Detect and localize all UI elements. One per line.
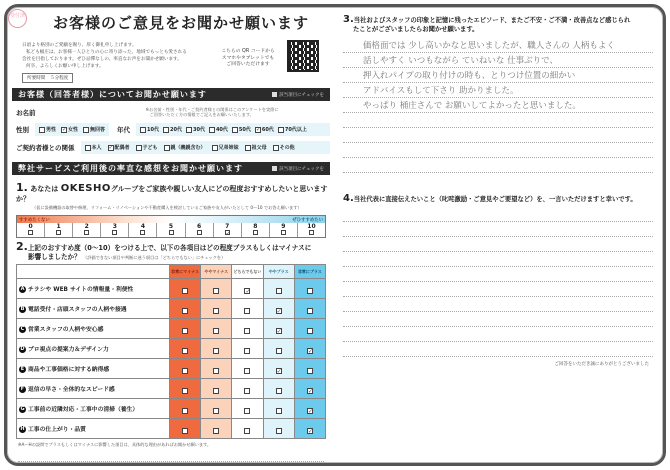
answer-line[interactable] — [18, 462, 324, 470]
rating-checkbox[interactable] — [307, 388, 313, 394]
question-3-title: 3.当社およびスタッフの印象と記憶に残ったエピソード、またご不安・ご不満・改善点など感じられ たことがございましたらお聞かせ願います。 — [343, 14, 631, 33]
relation-option[interactable]: 本人 — [85, 144, 102, 151]
gender-option[interactable]: 無回答 — [83, 126, 105, 133]
rating-checkbox[interactable] — [182, 428, 188, 434]
intro-block — [12, 42, 330, 84]
rating-checkbox[interactable] — [276, 408, 282, 414]
column-header: 非常にプラス — [294, 265, 325, 279]
relation-option[interactable]: 祖父母 — [245, 144, 267, 151]
relation-option[interactable]: その他 — [273, 144, 295, 151]
answer-line[interactable] — [343, 327, 653, 342]
rating-checkbox[interactable] — [307, 308, 313, 314]
checkbox[interactable] — [61, 127, 67, 133]
answer-line[interactable] — [343, 252, 653, 267]
rating-checkbox[interactable] — [244, 388, 250, 394]
qr-caption: こちらの QR コードから スマホやタブレットでも ご回答いただけます — [221, 49, 275, 67]
checkbox[interactable] — [253, 230, 258, 235]
rating-checkbox[interactable] — [182, 368, 188, 374]
rating-checkbox[interactable] — [307, 288, 313, 294]
relation-row: ご契約者様との関係 本人 ✓ 配偶者 子ども 親（義親含む） 兄弟姉妹 祖父母 その他 — [12, 141, 330, 154]
letter-badge-icon: F — [20, 386, 25, 392]
checkbox[interactable] — [225, 230, 230, 235]
check-icon — [272, 92, 277, 97]
checkbox[interactable] — [273, 145, 279, 151]
answer-line[interactable] — [343, 158, 653, 173]
checkbox[interactable] — [255, 127, 261, 133]
rating-checkbox[interactable] — [213, 428, 219, 434]
qr-code[interactable] — [287, 40, 319, 72]
gender-age-row: 性別 男性 ✓ 女性 無回答 年代 10代 20代 30代 40代 50代 ✓ 60代 70代以上 — [12, 123, 330, 136]
checkbox[interactable] — [140, 127, 146, 133]
scale-option-9[interactable]: 9 — [269, 223, 297, 237]
age-option[interactable]: 30代 — [186, 126, 205, 133]
checkbox[interactable] — [136, 145, 142, 151]
age-option[interactable]: 20代 — [163, 126, 182, 133]
rating-row: A チラシや WEB サイトの情報量・利便性 ✓ — [17, 279, 326, 299]
checkbox[interactable] — [56, 230, 61, 235]
age-options — [136, 123, 330, 136]
checkbox[interactable] — [163, 127, 169, 133]
rating-checkbox[interactable] — [307, 348, 313, 354]
gender-option[interactable]: ✓ 女性 — [61, 126, 78, 133]
answer-line[interactable]: アドバイスもして下さり 助かりました。 — [343, 83, 653, 98]
answer-line[interactable]: 押入れパイプの取り付けの時も、とりつけ位置の細かい — [343, 68, 653, 83]
column-header: 非常にマイナス — [169, 265, 200, 279]
answer-line[interactable] — [343, 297, 653, 312]
rating-checkbox[interactable] — [213, 288, 219, 294]
checkbox[interactable] — [84, 230, 89, 235]
rating-checkbox[interactable] — [276, 388, 282, 394]
rating-checkbox[interactable] — [182, 288, 188, 294]
age-option[interactable]: 50代 — [232, 126, 251, 133]
checkbox[interactable] — [169, 230, 174, 235]
checkbox[interactable] — [186, 127, 192, 133]
rating-checkbox[interactable] — [213, 308, 219, 314]
rating-row: G 工事前の近隣対応・工事中の清掃（養生） ✓ — [17, 399, 326, 419]
rating-checkbox[interactable] — [213, 348, 219, 354]
age-option[interactable]: 10代 — [140, 126, 159, 133]
relation-option[interactable]: 親（義親含む） — [164, 144, 206, 151]
relation-option[interactable]: ✓ 配偶者 — [108, 144, 130, 151]
relation-option[interactable]: 子ども — [136, 144, 158, 151]
rating-checkbox[interactable] — [182, 348, 188, 354]
answer-line[interactable] — [343, 237, 653, 252]
checkbox[interactable] — [83, 127, 89, 133]
column-header: ややプラス — [263, 265, 294, 279]
rating-checkbox[interactable] — [213, 328, 219, 334]
question-2-footnote: ※A〜Hの設問でプラスもしくはマイナスに影響した項目は、具体的な理由があればお聞かせ願います。 — [18, 442, 212, 447]
rating-checkbox[interactable] — [244, 288, 250, 294]
age-option[interactable]: ✓ 60代 — [255, 126, 274, 133]
scale-option-3[interactable]: 3 — [100, 223, 128, 237]
scale-option-6[interactable]: 6 — [185, 223, 213, 237]
answer-line[interactable] — [343, 222, 653, 237]
rating-checkbox[interactable] — [182, 408, 188, 414]
rating-row: B 電話受付・店頭スタッフの人柄や接遇 ✓ — [17, 299, 326, 319]
letter-badge-icon: H — [20, 426, 25, 432]
thanks-message: ご回答をいただき誠にありがとうございました — [554, 361, 649, 367]
rating-checkbox[interactable] — [276, 328, 282, 334]
question-2-title: 2.上記のおすすめ度（0〜10）をつける上で、以下の各項目はどの程度プラスもしくはマイナスに 影響しましたか？ （評価できない項目や判断に迷う項目は「どちらでもない」にチェックを） — [16, 240, 312, 261]
received-stamp: 受付済 — [8, 9, 27, 28]
scale-option-5[interactable]: 5 — [156, 223, 184, 237]
letter-badge-icon: G — [20, 406, 25, 412]
rating-row: H 工事の仕上がり・品質 ✓ — [17, 419, 326, 439]
rating-checkbox[interactable] — [276, 288, 282, 294]
question-1-title: 1. あなたは OKESHOグループをご家族や親しい友人にどの程度おすすめしたいと思いますか？ — [16, 181, 328, 203]
answer-line[interactable] — [18, 448, 324, 462]
rating-row: C 営業スタッフの人柄や安心感 ✓ — [17, 319, 326, 339]
rating-checkbox[interactable] — [276, 308, 282, 314]
rating-checkbox[interactable] — [213, 368, 219, 374]
question-4-title: 4.当社代表に直接伝えたいこと（叱咤激励・ご意見やご要望など）を、一言いただけますと幸いです。 — [343, 193, 637, 204]
rating-checkbox[interactable] — [182, 388, 188, 394]
rating-checkbox[interactable] — [307, 328, 313, 334]
time-required-badge: 所要時間 ５分程度 — [22, 73, 73, 83]
letter-badge-icon: C — [20, 326, 25, 332]
answer-line[interactable]: 価格面では 少し高いかなと思いましたが、職人さんの 人柄もよく — [343, 38, 653, 53]
rating-row: D プロ視点の提案力＆デザイン力 ✓ — [17, 339, 326, 359]
answer-line[interactable] — [343, 342, 653, 357]
checkbox[interactable] — [140, 230, 145, 235]
rating-row: F 返信の早さ・全体的なスピード感 ✓ — [17, 379, 326, 399]
scale-option-4[interactable]: 4 — [128, 223, 156, 237]
age-option[interactable]: 40代 — [209, 126, 228, 133]
name-row: お名前 ※お名前・性別・年代・ご契約者様との関係はこのアンケートを実際に ご回答いただく方の情報でご記入をお願いいたします。 — [16, 107, 279, 117]
form-title: お客様のご意見をお聞かせ願います — [52, 14, 309, 32]
checkbox[interactable] — [212, 145, 218, 151]
gender-options — [35, 123, 109, 136]
rating-checkbox[interactable] — [244, 328, 250, 334]
scale-option-2[interactable]: 2 — [72, 223, 100, 237]
answer-line[interactable] — [343, 143, 653, 158]
rating-checkbox[interactable] — [244, 428, 250, 434]
rating-checkbox[interactable] — [182, 308, 188, 314]
scale-option-7[interactable]: 7 ✓ — [213, 223, 241, 237]
checkbox[interactable] — [209, 127, 215, 133]
column-header: どちらでもない — [232, 265, 263, 279]
answer-line[interactable] — [343, 113, 653, 128]
letter-badge-icon: D — [20, 346, 25, 352]
rating-checkbox[interactable] — [213, 388, 219, 394]
scale-option-0[interactable]: 0 — [17, 223, 44, 237]
checkbox[interactable] — [112, 230, 117, 235]
checkbox[interactable] — [281, 230, 286, 235]
rating-checkbox[interactable] — [307, 368, 313, 374]
answer-line[interactable] — [343, 267, 653, 282]
rating-checkbox[interactable] — [276, 428, 282, 434]
letter-badge-icon: A — [20, 286, 25, 292]
relation-options — [81, 141, 331, 154]
scale-option-8[interactable]: 8 — [241, 223, 269, 237]
rating-checkbox[interactable] — [244, 368, 250, 374]
letter-badge-icon: E — [20, 366, 25, 372]
answer-line[interactable] — [343, 128, 653, 143]
answer-line[interactable]: やっぱり 桶庄さんで お願いしてよかったと思いました。 — [343, 98, 653, 113]
answer-line[interactable]: 話しやすく いつもながら ていねいな 仕事ぶりで、 — [343, 53, 653, 68]
rating-checkbox[interactable] — [244, 308, 250, 314]
rating-checkbox[interactable] — [276, 368, 282, 374]
checkbox[interactable] — [28, 230, 33, 235]
question-1-note: （仮に設備機器の取替や修理、リフォーム・リノベーションや不動産購入を検討しているご家族や友人がいたとして 0〜10 でお答え願います） — [32, 205, 302, 210]
letter-badge-icon: B — [20, 306, 25, 312]
rating-checkbox[interactable] — [307, 408, 313, 414]
checkbox[interactable] — [85, 145, 91, 151]
left-page — [12, 8, 330, 470]
rating-checkbox[interactable] — [244, 348, 250, 354]
rating-checkbox[interactable] — [213, 408, 219, 414]
intro-text: 日頃より格別のご愛顧を賜り、厚く御礼申し上げます。 私ども桶庄は、お客様一人ひとりの心に寄り添った、地域でもっとも愛される 会社を目指しております。ぜひ忌憚なしの、率直なお声をお聞かせ願います。 何卒、よろしくお願い申し上げます。 — [22, 43, 187, 69]
check-icon — [272, 166, 277, 171]
rating-table — [16, 264, 326, 439]
rating-checkbox[interactable] — [307, 428, 313, 434]
customer-section-header: お客様（回答者様）についてお聞かせ願います 該当項目にチェックを — [12, 88, 330, 101]
rating-checkbox[interactable] — [244, 408, 250, 414]
scale-option-1[interactable]: 1 — [44, 223, 72, 237]
checkbox[interactable] — [232, 127, 238, 133]
question-3-answer[interactable] — [343, 38, 653, 173]
checkbox[interactable] — [197, 230, 202, 235]
recommend-scale: すすめたくない ぜひすすめたい 0 1 2 3 4 5 6 7 ✓ 8 9 10 — [16, 215, 326, 238]
question-4-answer[interactable] — [343, 207, 653, 357]
gender-option[interactable]: 男性 — [39, 126, 56, 133]
relation-option[interactable]: 兄弟姉妹 — [212, 144, 239, 151]
right-page — [343, 16, 653, 367]
age-option[interactable]: 70代以上 — [278, 126, 307, 133]
rating-checkbox[interactable] — [182, 328, 188, 334]
column-header: ややマイナス — [201, 265, 232, 279]
checkbox[interactable] — [164, 145, 170, 151]
answer-line[interactable] — [343, 282, 653, 297]
checkbox[interactable] — [108, 145, 114, 151]
answer-line[interactable] — [343, 312, 653, 327]
service-section-header: 弊社サービスご利用後の率直な感想をお聞かせ願います 該当項目にチェックを — [12, 162, 330, 175]
checkbox[interactable] — [309, 230, 314, 235]
checkbox[interactable] — [39, 127, 45, 133]
checkbox[interactable] — [245, 145, 251, 151]
rating-checkbox[interactable] — [276, 348, 282, 354]
answer-line[interactable] — [343, 207, 653, 222]
scale-option-10[interactable]: 10 — [297, 223, 325, 237]
rating-row: E 商品や工事価格に対する納得感 ✓ — [17, 359, 326, 379]
checkbox[interactable] — [278, 127, 284, 133]
